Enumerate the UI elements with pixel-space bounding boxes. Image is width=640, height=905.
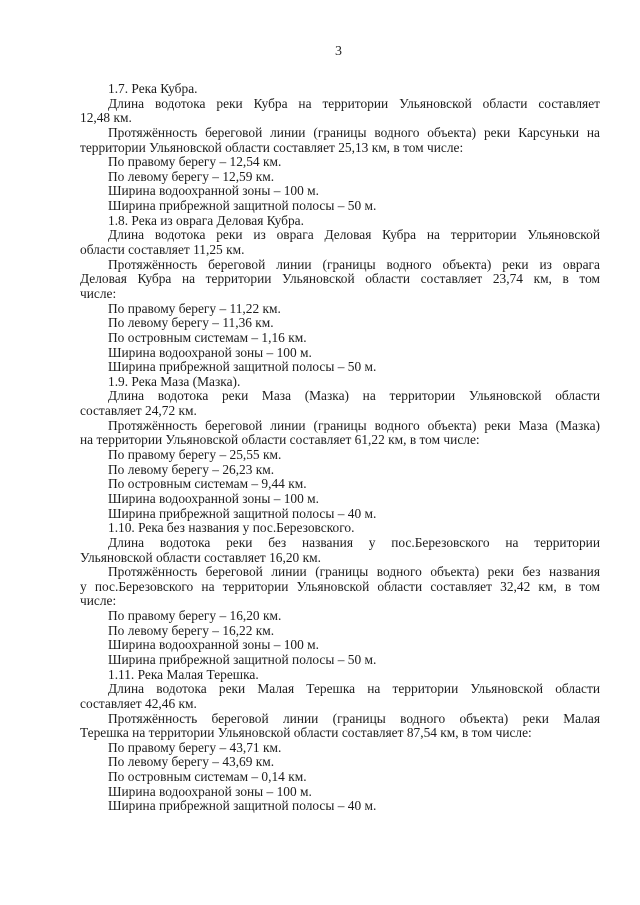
document-line: на территории Ульяновской области составляет 61,22 км, в том числе:: [80, 432, 480, 448]
document-line: По островным системам – 1,16 км.: [108, 329, 307, 345]
document-line: Ширина прибрежной защитной полосы – 40 м.: [108, 505, 377, 521]
document-line: 1.7. Река Кубра.: [108, 81, 198, 96]
document-line: По правому берегу – 16,20 км.: [108, 608, 282, 624]
document-line: Длина водотока реки Маза (Мазка) на территории Ульяновской области: [108, 388, 600, 404]
document-line: Протяжённость береговой линии (границы водного объекта) реки без названия: [108, 564, 600, 580]
document-line: 1.11. Река Малая Терешка.: [108, 666, 259, 682]
document-line: По островным системам – 0,14 км.: [108, 769, 307, 785]
document-line: территории Ульяновской области составляет 25,13 км, в том числе:: [80, 139, 464, 155]
document-line: Протяжённость береговой линии (границы водного объекта) реки из оврага: [108, 256, 600, 272]
document-line: По правому берегу – 11,22 км.: [108, 300, 281, 316]
document-line: Ульяновской области составляет 16,20 км.: [80, 549, 321, 565]
document-line: Ширина прибрежной защитной полосы – 50 м.: [108, 651, 377, 667]
document-line: Длина водотока реки Малая Терешка на территории Ульяновской области: [108, 681, 600, 697]
page-number: 3: [335, 44, 342, 59]
document-line: 1.9. Река Маза (Мазка).: [108, 373, 241, 389]
document-line: По правому берегу – 12,54 км.: [108, 154, 282, 170]
document-line: составляет 24,72 км.: [80, 403, 197, 419]
document-line: По правому берегу – 43,71 км.: [108, 739, 282, 755]
document-line: По островным системам – 9,44 км.: [108, 476, 307, 492]
document-line: Протяжённость береговой линии (границы водного объекта) реки Карсуньки на: [108, 124, 600, 140]
document-line: По левому берегу – 26,23 км.: [108, 461, 275, 477]
document-line: Длина водотока реки из оврага Деловая Кубра на территории Ульяновской: [108, 227, 600, 243]
document-line: Ширина водоохранной зоны – 100 м.: [108, 490, 319, 506]
document-line: Длина водотока реки без названия у пос.Березовского на территории: [108, 534, 600, 550]
document-line: 1.8. Река из оврага Деловая Кубра.: [108, 212, 304, 228]
document-line: Деловая Кубра на территории Ульяновской области составляет 23,74 км, в том: [80, 271, 600, 287]
document-line: По левому берегу – 16,22 км.: [108, 622, 275, 638]
document-line: По правому берегу – 25,55 км.: [108, 447, 282, 463]
document-line: Ширина водоохраной зоны – 100 м.: [108, 783, 312, 799]
document-line: составляет 42,46 км.: [80, 695, 197, 711]
document-line: 12,48 км.: [80, 110, 132, 126]
document-line: Терешка на территории Ульяновской области составляет 87,54 км, в том числе:: [80, 725, 532, 741]
document-line: Ширина водоохранной зоны – 100 м.: [108, 183, 319, 199]
document-line: Ширина водоохраной зоны – 100 м.: [108, 344, 312, 360]
document-line: По левому берегу – 11,36 км.: [108, 315, 274, 331]
document-line: Длина водотока реки Кубра на территории Ульяновской области составляет: [108, 95, 600, 111]
document-line: Ширина прибрежной защитной полосы – 40 м.: [108, 798, 377, 814]
document-line: Ширина прибрежной защитной полосы – 50 м.: [108, 198, 377, 214]
document-line: у пос.Березовского на территории Ульяновской области составляет 32,42 км, в том: [80, 578, 600, 594]
document-line: области составляет 11,25 км.: [80, 242, 245, 258]
document-line: числе:: [80, 285, 117, 301]
document-line: По левому берегу – 12,59 км.: [108, 168, 275, 184]
document-line: числе:: [80, 593, 117, 609]
document-line: 1.10. Река без названия у пос.Березовского.: [108, 520, 355, 536]
document-line: Протяжённость береговой линии (границы водного объекта) реки Малая: [108, 710, 600, 726]
document-line: Протяжённость береговой линии (границы водного объекта) реки Маза (Мазка): [108, 417, 600, 433]
document-body: [80, 82, 600, 814]
document-line: Ширина водоохранной зоны – 100 м.: [108, 637, 319, 653]
document-line: По левому берегу – 43,69 км.: [108, 754, 275, 770]
document-line: Ширина прибрежной защитной полосы – 50 м.: [108, 359, 377, 375]
